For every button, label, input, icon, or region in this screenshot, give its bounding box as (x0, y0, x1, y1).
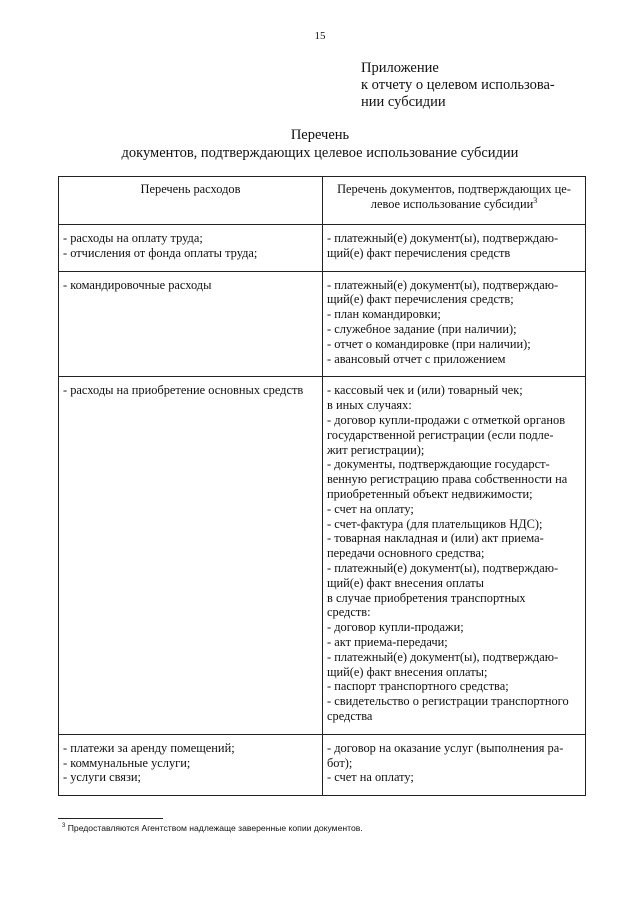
documents-cell-line: - свидетельство о регистрации транспортного (327, 694, 569, 709)
expense-cell-line: - командировочные расходы (63, 277, 212, 292)
documents-cell-line: бот); (327, 755, 353, 770)
documents-cell-line: - счет на оплату; (327, 501, 414, 516)
document-title (0, 126, 640, 162)
documents-cell-line: - договор на оказание услуг (выполнения ра- (327, 740, 564, 755)
documents-cell-line: щий(е) факт перечисления средств (327, 245, 511, 260)
documents-cell-line: щий(е) факт внесения оплаты; (327, 664, 488, 679)
header-expenses-label: Перечень расходов (140, 182, 241, 196)
documents-cell-line: средства (327, 708, 373, 723)
documents-cell-line: жит регистрации); (327, 442, 425, 457)
documents-cell-line: - договор купли-продажи с отметкой органов (327, 412, 566, 427)
expense-cell (59, 377, 323, 734)
documents-cell (323, 271, 586, 377)
documents-cell-line: щий(е) факт перечисления средств; (327, 292, 514, 307)
documents-cell-line: в иных случаях: (327, 398, 412, 413)
page-number: 15 (314, 30, 326, 42)
expense-cell-line: - расходы на приобретение основных средств (63, 383, 304, 398)
documents-cell-line: - документы, подтверждающие государст- (327, 457, 550, 472)
documents-cell-line: государственной регистрации (если подле- (327, 427, 554, 442)
documents-cell-line: приобретенный объект недвижимости; (327, 486, 533, 501)
table-row (59, 377, 586, 734)
header-expenses (59, 177, 323, 225)
documents-cell (323, 225, 586, 272)
appendix-line: Приложение (361, 60, 439, 76)
documents-table (58, 176, 586, 796)
table-row (59, 271, 586, 377)
documents-cell-line: - паспорт транспортного средства; (327, 679, 509, 694)
documents-cell-line: средств: (327, 605, 371, 620)
title-line-1: Перечень (290, 127, 350, 143)
documents-cell-line: - платежный(е) документ(ы), подтверждаю- (327, 231, 559, 245)
expense-cell (59, 225, 323, 272)
documents-cell-line: - счет на оплату; (327, 770, 414, 785)
header-documents-line: Перечень документов, подтверждающих це- (337, 182, 571, 196)
footnote-text: Предоставляются Агентством надлежаще заверенные копии документов. (67, 823, 363, 833)
documents-cell-line: - платежный(е) документ(ы), подтверждаю- (327, 277, 559, 292)
footnote-marker: 3 (62, 823, 66, 830)
documents-cell-line: передачи основного средства; (327, 546, 485, 561)
expense-cell-line: - платежи за аренду помещений; (63, 740, 235, 755)
expense-cell (59, 734, 323, 795)
expense-cell-line: - отчисления от фонда оплаты труда; (63, 245, 258, 260)
documents-cell-line: - платежный(е) документ(ы), подтверждаю- (327, 649, 559, 664)
documents-cell-line: - платежный(е) документ(ы), подтверждаю- (327, 560, 559, 575)
documents-cell-line: щий(е) факт внесения оплаты (327, 575, 484, 590)
header-documents-line-text: левое использование субсидии (370, 196, 534, 211)
table-header-row (59, 177, 586, 225)
header-documents (323, 177, 586, 225)
documents-cell-line: в случае приобретения транспортных (327, 590, 526, 605)
documents-cell-line: венную регистрацию права собственности на (327, 472, 568, 487)
footnote-divider (58, 818, 163, 819)
documents-cell (323, 377, 586, 734)
expense-cell (59, 271, 323, 377)
table-row (59, 734, 586, 795)
documents-cell-line: - товарная накладная и (или) акт приема- (327, 531, 544, 546)
title-line-2: документов, подтверждающих целевое использование субсидии (121, 145, 519, 161)
documents-cell-line: - авансовый отчет с приложением (327, 351, 506, 366)
documents-cell-line: - отчет о командировке (при наличии); (327, 336, 531, 351)
expense-cell-line: - расходы на оплату труда; (63, 231, 203, 245)
documents-cell-line: - договор купли-продажи; (327, 620, 464, 635)
documents-cell-line: - служебное задание (при наличии); (327, 321, 517, 336)
footnote (62, 823, 363, 833)
appendix-line: к отчету о целевом использова- (361, 77, 555, 93)
documents-cell-line: - кассовый чек и (или) товарный чек; (327, 383, 523, 398)
footnote-ref: 3 (533, 195, 538, 205)
table-row (59, 225, 586, 272)
documents-cell (323, 734, 586, 795)
expense-cell-line: - услуги связи; (63, 770, 141, 785)
appendix-line: нии субсидии (361, 94, 446, 110)
expense-cell-line: - коммунальные услуги; (63, 755, 191, 770)
documents-cell-line: - акт приема-передачи; (327, 634, 448, 649)
header-documents-line-2 (327, 197, 581, 212)
appendix-caption (361, 60, 601, 111)
documents-cell-line: - план командировки; (327, 307, 441, 322)
documents-cell-line: - счет-фактура (для плательщиков НДС); (327, 516, 543, 531)
